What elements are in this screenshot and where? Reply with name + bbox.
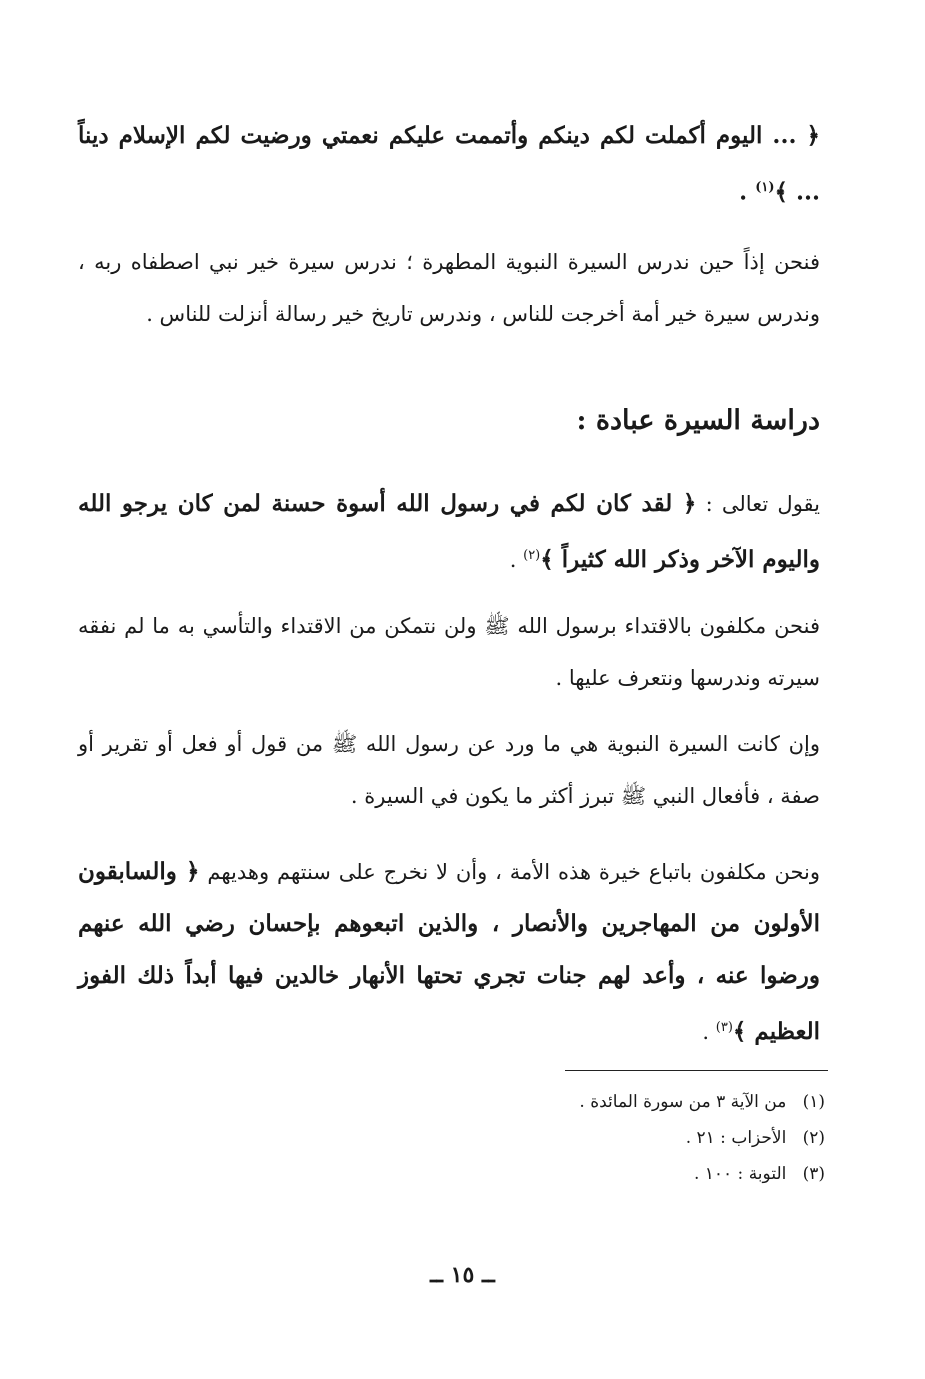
footnote-separator bbox=[565, 1070, 828, 1071]
verse-text: ﴿ ... اليوم أكملت لكم دينكم وأتممت عليكم نعمتي ورضيت لكم الإسلام ديناً ... ﴾ bbox=[78, 122, 820, 206]
paragraph-ahzab-verse bbox=[78, 478, 820, 586]
paragraph-obligation: فنحن مكلفون بالاقتداء برسول الله ﷺ ولن نتمكن من الاقتداء والتأسي به ما لم نفقه سيرته وندرسها ونتعرف عليها . bbox=[78, 614, 820, 690]
paragraph-sunnah-definition: وإن كانت السيرة النبوية هي ما ورد عن رسول الله ﷺ من قول أو فعل أو تقرير أو صفة ، فأفعال النبي ﷺ تبرز أكثر ما يكون في السيرة . bbox=[78, 732, 820, 808]
verse-end: . bbox=[702, 1020, 716, 1044]
footnote-text: الأحزاب : ٢١ . bbox=[685, 1128, 787, 1148]
footnote-ref-2: (٢) bbox=[523, 548, 541, 563]
footnote-2 bbox=[686, 1126, 825, 1150]
intro-text: ونحن مكلفون باتباع خيرة هذه الأمة ، وأن لا نخرج على سنتهم وهديهم bbox=[199, 860, 820, 884]
verse-end: . bbox=[509, 548, 524, 572]
verse-text: ﴿ والسابقون الأولون من المهاجرين والأنصار ، والذين اتبعوهم بإحسان رضي الله عنهم ورضوا عنه ، وأعد لهم جنات تجري تحتها الأنهار خالدين فيها أبداً ذلك الفوز العظيم ﴾ bbox=[78, 858, 820, 1045]
footnote-number: (٢) bbox=[802, 1128, 825, 1148]
footnote-text: من الآية ٣ من سورة المائدة . bbox=[579, 1092, 787, 1112]
footnote-1 bbox=[579, 1090, 825, 1114]
footnote-ref-3: (٣) bbox=[715, 1020, 733, 1035]
verse-end: . bbox=[739, 178, 756, 206]
page-number: ــ ١٥ ــ bbox=[430, 1262, 495, 1288]
footnote-text: التوبة : ١٠٠ . bbox=[693, 1164, 787, 1184]
footnote-number: (١) bbox=[802, 1092, 825, 1112]
footnote-number: (٣) bbox=[802, 1164, 825, 1184]
paragraph-tawbah-verse bbox=[78, 846, 820, 1058]
intro-text: يقول تعالى : bbox=[696, 492, 821, 516]
footnote-3 bbox=[694, 1162, 825, 1186]
footnote-ref-1: (١) bbox=[755, 180, 775, 195]
quran-verse-maidah bbox=[78, 110, 820, 219]
section-heading: دراسة السيرة عبادة : bbox=[576, 405, 820, 436]
verse-text: ﴿ لقد كان لكم في رسول الله أسوة حسنة لمن كان يرجو الله واليوم الآخر وذكر الله كثيراً ﴾ bbox=[78, 490, 820, 573]
paragraph-study-seerah: فنحن إذاً حين ندرس السيرة النبوية المطهرة ؛ ندرس سيرة خير نبي اصطفاه ربه ، وندرس سيرة خير أمة أخرجت للناس ، وندرس تاريخ خير رسالة أنزلت للناس . bbox=[78, 250, 820, 326]
